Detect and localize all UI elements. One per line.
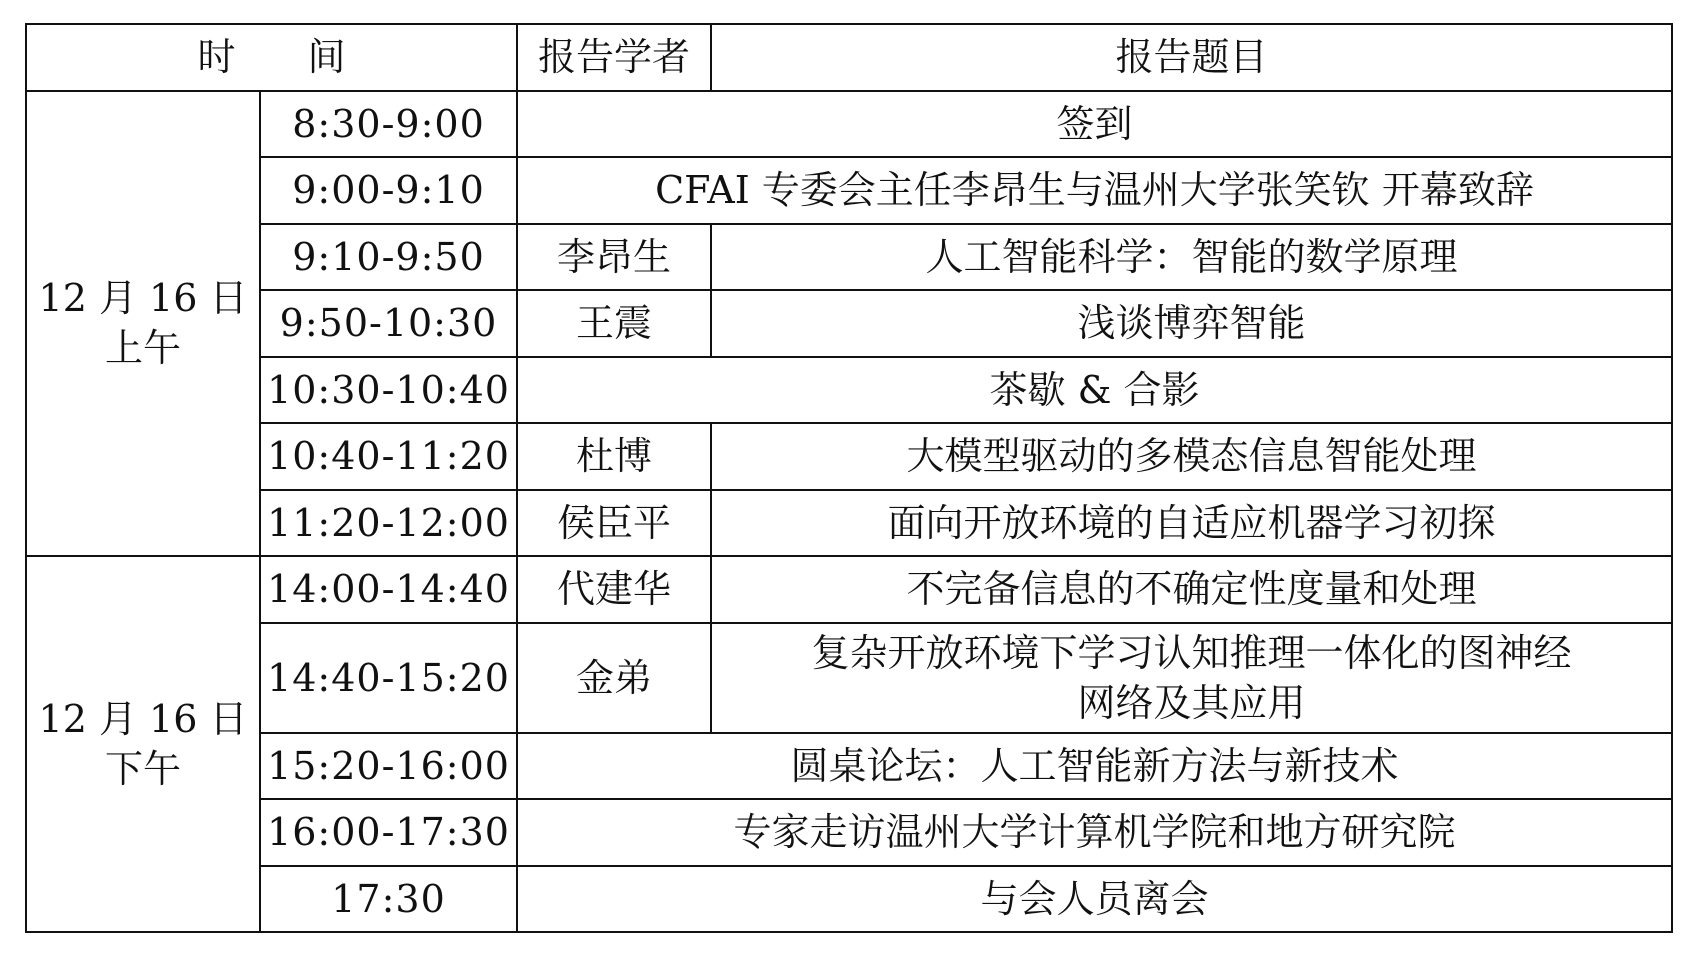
- header-time-char-2: 间: [307, 35, 346, 80]
- session-period: 上午: [104, 326, 181, 371]
- header-topic: 报告题目: [711, 24, 1672, 91]
- header-speaker: 报告学者: [517, 24, 711, 91]
- merged-cell: 与会人员离会: [517, 866, 1672, 933]
- time-cell: 9:10-9:50: [260, 224, 517, 291]
- session-date: 12 月 16 日: [38, 697, 248, 741]
- speaker-cell: 金弟: [517, 623, 711, 733]
- table-row: [26, 290, 1672, 357]
- time-cell: 8:30-9:00: [260, 91, 517, 158]
- time-cell: 17:30: [260, 866, 517, 933]
- topic-cell: 不完备信息的不确定性度量和处理: [711, 556, 1672, 623]
- time-cell: 16:00-17:30: [260, 799, 517, 866]
- session-morning: [26, 91, 260, 557]
- time-cell: 9:50-10:30: [260, 290, 517, 357]
- table-row: [26, 799, 1672, 866]
- table-row: [26, 623, 1672, 733]
- merged-cell: 茶歇 & 合影: [517, 357, 1672, 424]
- speaker-cell: 侯臣平: [517, 490, 711, 557]
- merged-cell: 圆桌论坛：人工智能新方法与新技术: [517, 733, 1672, 800]
- time-cell: 14:40-15:20: [260, 623, 517, 733]
- header-time: [26, 24, 517, 91]
- table-row: [26, 490, 1672, 557]
- merged-cell: CFAI 专委会主任李昂生与温州大学张笑钦 开幕致辞: [517, 157, 1672, 224]
- topic-cell: 面向开放环境的自适应机器学习初探: [711, 490, 1672, 557]
- merged-cell: 专家走访温州大学计算机学院和地方研究院: [517, 799, 1672, 866]
- table-row: [26, 157, 1672, 224]
- time-cell: 14:00-14:40: [260, 556, 517, 623]
- session-date: 12 月 16 日: [38, 276, 248, 321]
- time-cell: 10:30-10:40: [260, 357, 517, 424]
- topic-cell: 大模型驱动的多模态信息智能处理: [711, 423, 1672, 490]
- table-row: [26, 357, 1672, 424]
- time-cell: 15:20-16:00: [260, 733, 517, 800]
- speaker-cell: 杜博: [517, 423, 711, 490]
- table-row: [26, 91, 1672, 158]
- table-row: [26, 866, 1672, 933]
- schedule-table: [25, 23, 1673, 933]
- table-row: [26, 423, 1672, 490]
- table-row: [26, 224, 1672, 291]
- time-cell: 10:40-11:20: [260, 423, 517, 490]
- topic-line: 网络及其应用: [1077, 680, 1306, 725]
- header-row: [26, 24, 1672, 91]
- time-cell: 9:00-9:10: [260, 157, 517, 224]
- topic-cell: 人工智能科学：智能的数学原理: [711, 224, 1672, 291]
- table-row: [26, 556, 1672, 623]
- speaker-cell: 王震: [517, 290, 711, 357]
- time-cell: 11:20-12:00: [260, 490, 517, 557]
- header-time-char-1: 时: [197, 35, 236, 80]
- speaker-cell: 李昂生: [517, 224, 711, 291]
- topic-cell: [711, 623, 1672, 733]
- speaker-cell: 代建华: [517, 556, 711, 623]
- session-period: 下午: [104, 747, 181, 791]
- merged-cell: 签到: [517, 91, 1672, 158]
- topic-line: 复杂开放环境下学习认知推理一体化的图神经: [811, 630, 1572, 675]
- topic-cell: 浅谈博弈智能: [711, 290, 1672, 357]
- table-row: [26, 733, 1672, 800]
- session-afternoon: [26, 556, 260, 932]
